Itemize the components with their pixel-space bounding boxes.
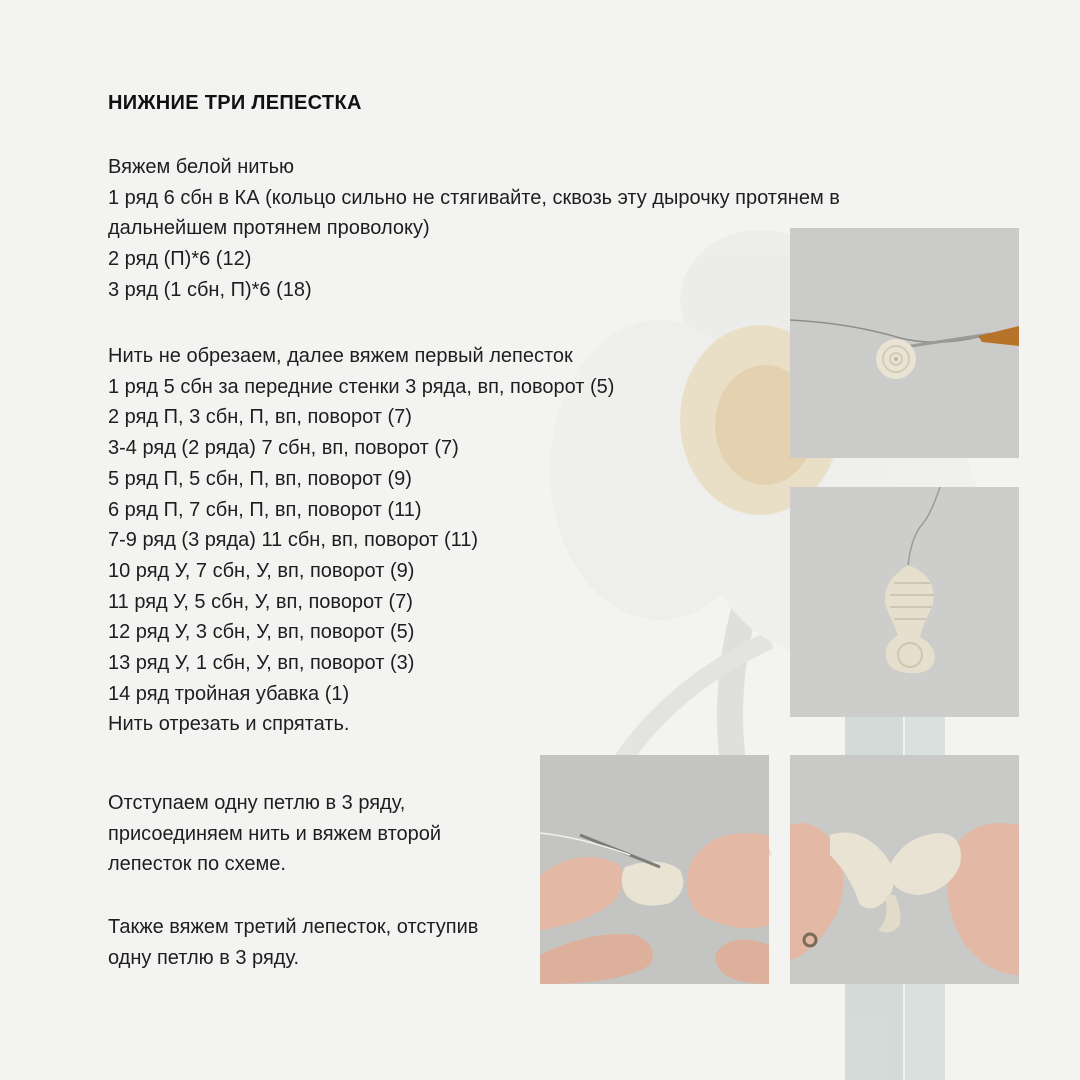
photo-hands-two-petals	[790, 755, 1019, 984]
photo-crochet-circle-with-hook	[790, 228, 1019, 458]
intro-instructions	[108, 152, 840, 306]
instruction-line: одну петлю в 3 ряду.	[108, 946, 300, 969]
photo-crochet-petal	[790, 487, 1019, 717]
instruction-line: Вяжем белой нитью	[108, 156, 294, 178]
instruction-line: 13 ряд У, 1 сбн, У, вп, поворот (3)	[108, 652, 415, 675]
instruction-line: лепесток по схеме.	[108, 853, 286, 876]
instruction-line: дальнейшем протянем проволоку)	[108, 217, 430, 240]
instruction-line: Нить не обрезаем, далее вяжем первый лепесток	[108, 345, 573, 367]
instruction-line: Отступаем одну петлю в 3 ряду,	[108, 792, 406, 814]
instruction-line: 3-4 ряд (2 ряда) 7 сбн, вп, поворот (7)	[108, 437, 459, 460]
instruction-line: Также вяжем третий лепесток, отступив	[108, 916, 479, 938]
photo-hands-joining-yarn	[540, 755, 769, 984]
instruction-line: 11 ряд У, 5 сбн, У, вп, поворот (7)	[108, 590, 413, 613]
instruction-line: 2 ряд П, 3 сбн, П, вп, поворот (7)	[108, 406, 412, 429]
instruction-line: 5 ряд П, 5 сбн, П, вп, поворот (9)	[108, 467, 412, 490]
instruction-line: 10 ряд У, 7 сбн, У, вп, поворот (9)	[108, 559, 415, 582]
instruction-line: 7-9 ряд (3 ряда) 11 сбн, вп, поворот (11)	[108, 529, 479, 552]
instruction-line: 1 ряд 5 сбн за передние стенки 3 ряда, вп, поворот (5)	[108, 375, 615, 398]
second-petal-instructions	[108, 788, 441, 880]
instruction-line: 3 ряд (1 сбн, П)*6 (18)	[108, 278, 312, 301]
third-petal-instructions	[108, 912, 478, 973]
instruction-line: присоединяем нить и вяжем второй	[108, 822, 442, 845]
instruction-line: 6 ряд П, 7 сбн, П, вп, поворот (11)	[108, 498, 422, 521]
instruction-line: 1 ряд 6 сбн в КА (кольцо сильно не стягивайте, сквозь эту дырочку протянем в	[108, 186, 840, 209]
instruction-line: 12 ряд У, 3 сбн, У, вп, поворот (5)	[108, 621, 415, 644]
instruction-line: 14 ряд тройная убавка (1)	[108, 682, 350, 705]
page-title: НИЖНИЕ ТРИ ЛЕПЕСТКА	[108, 92, 362, 114]
instruction-line: 2 ряд (П)*6 (12)	[108, 248, 252, 271]
instruction-line: Нить отрезать и спрятать.	[108, 713, 350, 736]
first-petal-instructions	[108, 341, 614, 740]
